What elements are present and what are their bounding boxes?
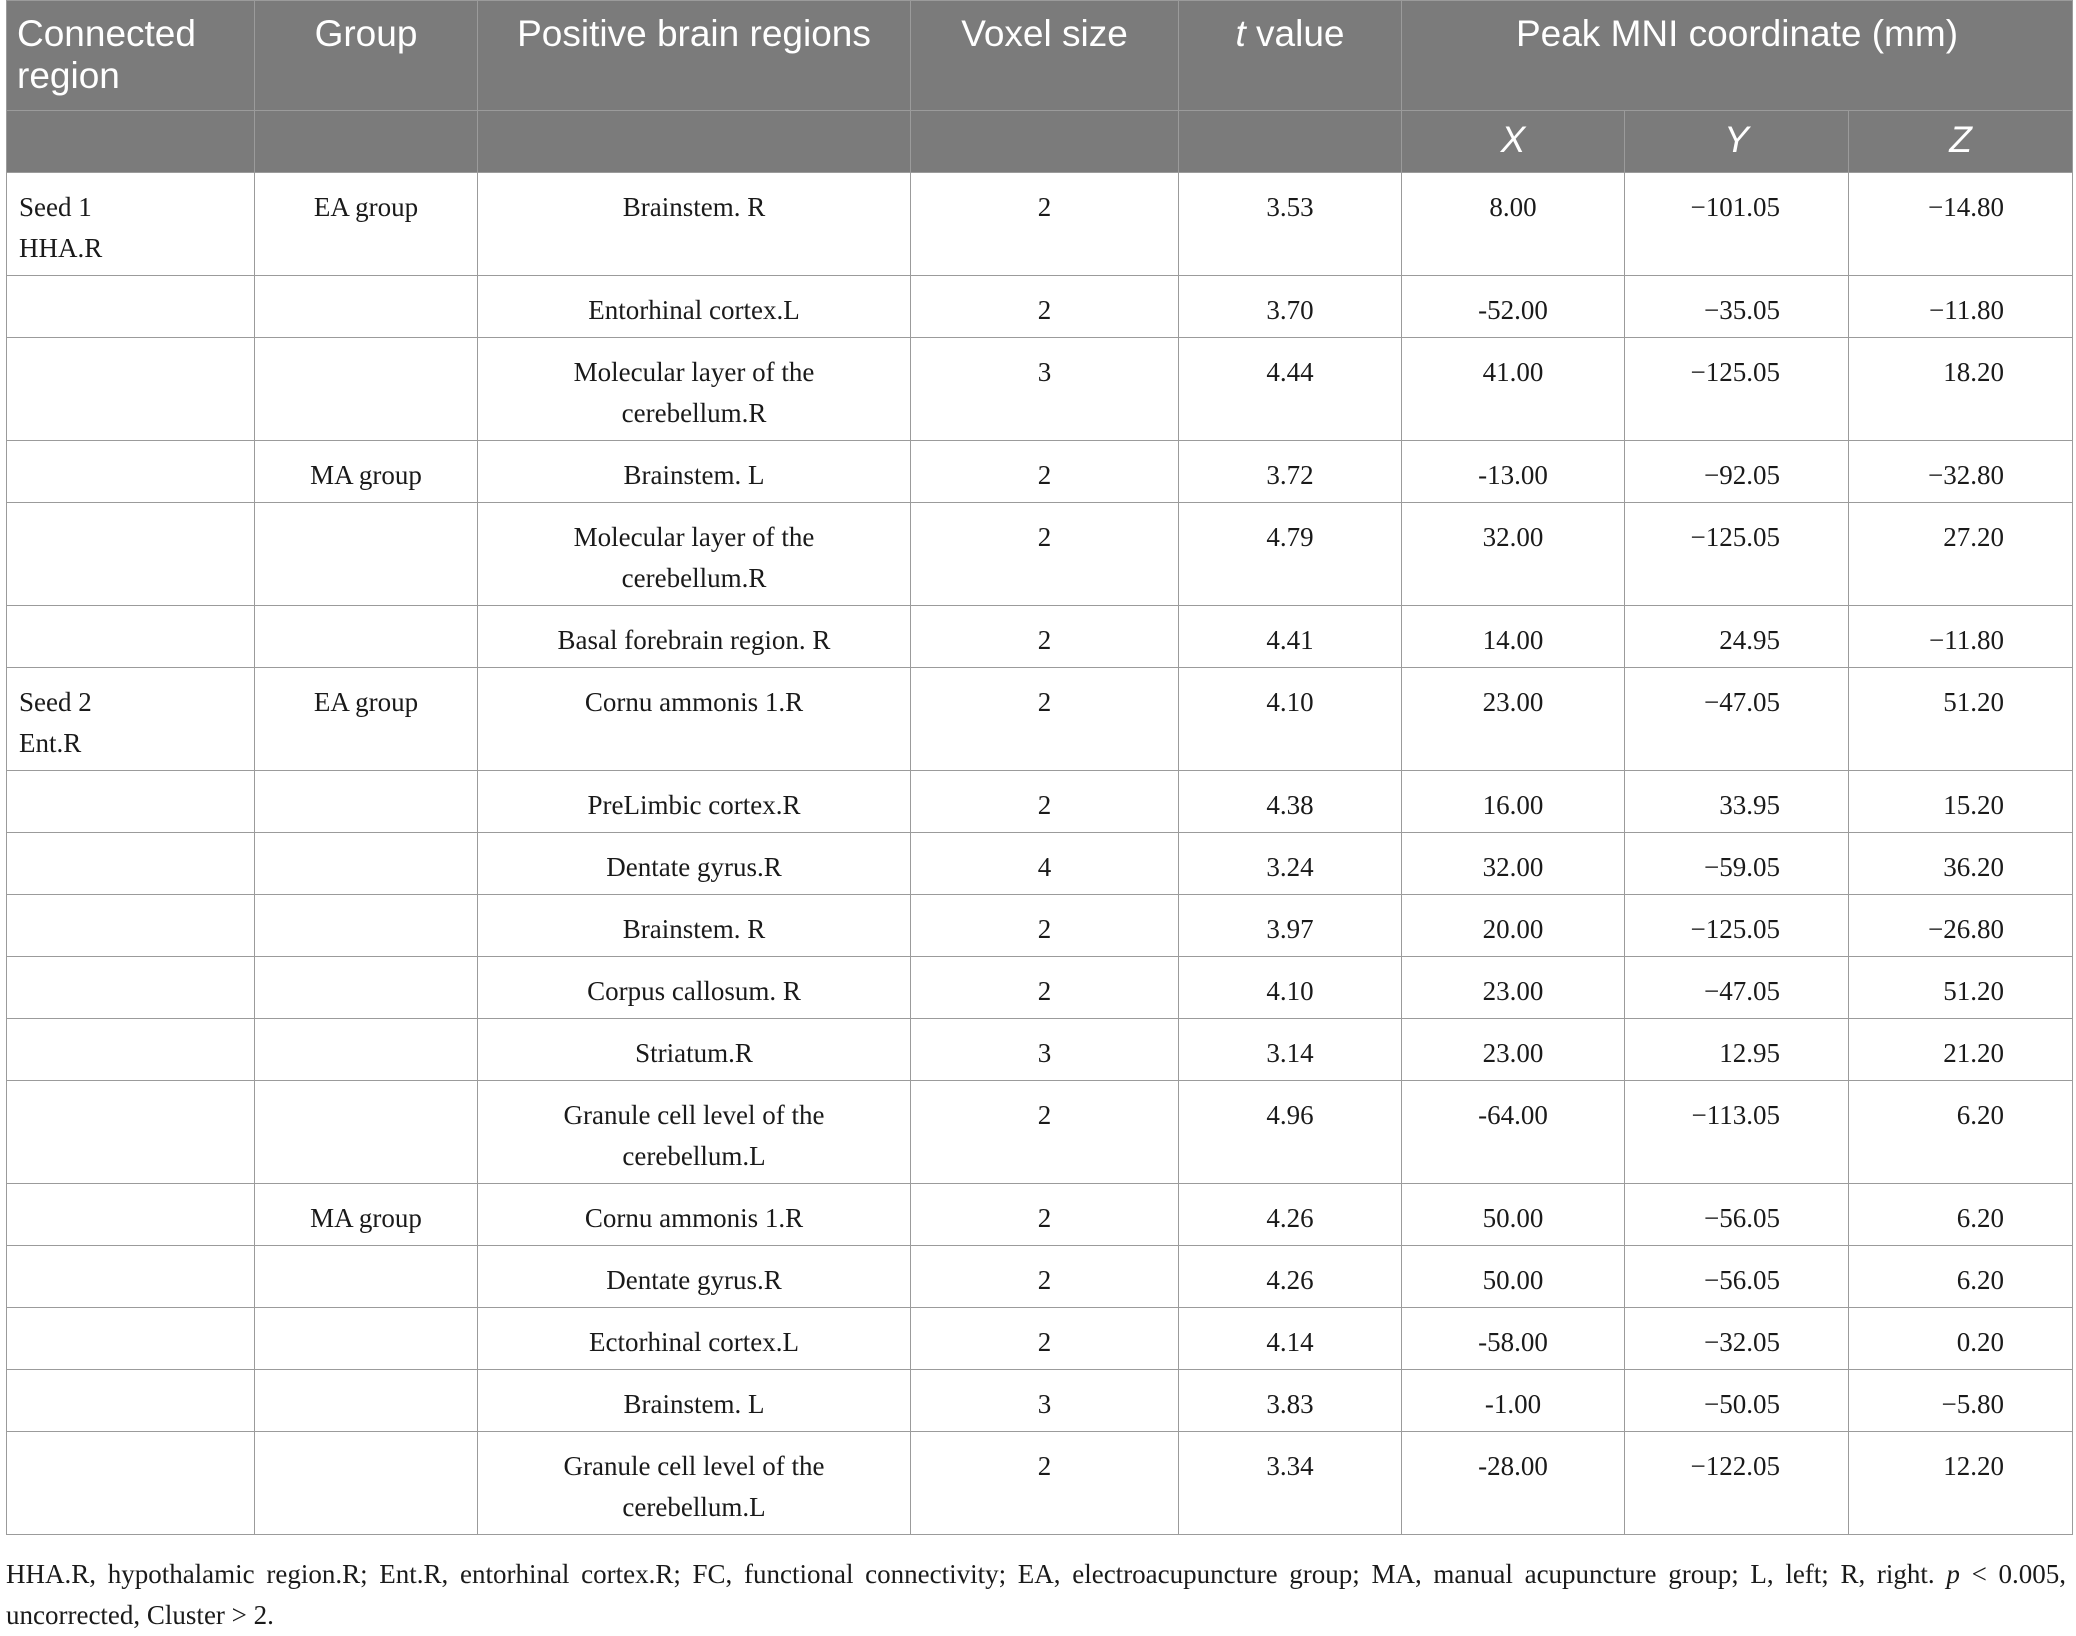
brain-region-line: Striatum.R [635,1038,753,1068]
brain-region-line: Dentate gyrus.R [606,852,782,882]
cell-brain-region [478,276,911,338]
cell-connected-region [7,957,255,1019]
cell-y-coordinate: −122.05 [1625,1432,1849,1535]
cell-group: EA group [255,173,478,276]
cell-t-value: 4.26 [1179,1184,1402,1246]
cell-t-value: 3.34 [1179,1432,1402,1535]
brain-region-line-2: cerebellum.L [622,1141,766,1171]
cell-connected-region [7,771,255,833]
cell-group [255,1019,478,1081]
table-row [7,668,2073,771]
mni-coordinate-table [6,0,2073,1535]
cell-x-coordinate: 20.00 [1402,895,1625,957]
header-group: Group [255,1,478,111]
cell-t-value: 4.41 [1179,606,1402,668]
cell-brain-region [478,441,911,503]
cell-z-coordinate: 0.20 [1849,1308,2073,1370]
cell-z-coordinate: −5.80 [1849,1370,2073,1432]
subheader-empty [255,111,478,173]
table-row [7,606,2073,668]
cell-group [255,338,478,441]
cell-x-coordinate: 14.00 [1402,606,1625,668]
cell-voxel-size: 2 [911,895,1179,957]
brain-region-line: Corpus callosum. R [587,976,801,1006]
table-container [6,0,2072,1535]
cell-t-value: 3.53 [1179,173,1402,276]
cell-x-coordinate: 16.00 [1402,771,1625,833]
cell-voxel-size: 3 [911,1370,1179,1432]
cell-group [255,1370,478,1432]
cell-t-value: 3.70 [1179,276,1402,338]
cell-connected-region [7,276,255,338]
cell-x-coordinate: 23.00 [1402,668,1625,771]
cell-voxel-size: 2 [911,1184,1179,1246]
brain-region-line: Granule cell level of the [563,1100,825,1130]
cell-t-value: 3.97 [1179,895,1402,957]
cell-connected-region [7,833,255,895]
brain-region-line: Ectorhinal cortex.L [589,1327,799,1357]
cell-y-coordinate: −125.05 [1625,338,1849,441]
cell-group [255,833,478,895]
cell-voxel-size: 2 [911,1432,1179,1535]
subheader-empty [911,111,1179,173]
cell-z-coordinate: −26.80 [1849,895,2073,957]
header-voxel-size: Voxel size [911,1,1179,111]
cell-y-coordinate: −101.05 [1625,173,1849,276]
cell-z-coordinate: 36.20 [1849,833,2073,895]
cell-z-coordinate: 51.20 [1849,957,2073,1019]
cell-t-value: 4.26 [1179,1246,1402,1308]
table-row [7,1370,2073,1432]
cell-t-value: 4.14 [1179,1308,1402,1370]
cell-x-coordinate: 50.00 [1402,1184,1625,1246]
subheader-empty [1179,111,1402,173]
cell-voxel-size: 2 [911,1308,1179,1370]
brain-region-line: Basal forebrain region. R [557,625,831,655]
cell-voxel-size: 2 [911,957,1179,1019]
subheader-empty [7,111,255,173]
cell-brain-region [478,173,911,276]
seed-label: Ent.R [19,728,82,758]
cell-z-coordinate: −11.80 [1849,276,2073,338]
cell-z-coordinate: 6.20 [1849,1184,2073,1246]
cell-voxel-size: 2 [911,668,1179,771]
cell-t-value: 4.10 [1179,957,1402,1019]
table-row [7,957,2073,1019]
cell-connected-region [7,1081,255,1184]
cell-y-coordinate: −59.05 [1625,833,1849,895]
cell-brain-region [478,338,911,441]
cell-group [255,606,478,668]
brain-region-line: Dentate gyrus.R [606,1265,782,1295]
cell-y-coordinate: −125.05 [1625,895,1849,957]
table-body [7,173,2073,1535]
cell-brain-region [478,606,911,668]
cell-brain-region [478,503,911,606]
cell-connected-region [7,1246,255,1308]
cell-y-coordinate: −56.05 [1625,1184,1849,1246]
cell-t-value: 4.10 [1179,668,1402,771]
table-row [7,276,2073,338]
cell-group [255,276,478,338]
cell-group [255,1432,478,1535]
brain-region-line: Molecular layer of the [573,522,815,552]
cell-connected-region [7,173,255,276]
cell-brain-region [478,1081,911,1184]
brain-region-line-2: cerebellum.R [621,398,767,428]
subheader-x: X [1402,111,1625,173]
footnote-text: HHA.R, hypothalamic region.R; Ent.R, entorhinal cortex.R; FC, functional connectivity; EA, electroacupuncture group; MA, manual acupuncture group; L, left; R, right. [6,1559,1947,1589]
brain-region-line: Granule cell level of the [563,1451,825,1481]
cell-t-value: 4.38 [1179,771,1402,833]
cell-group [255,771,478,833]
cell-voxel-size: 2 [911,1081,1179,1184]
cell-t-value: 4.79 [1179,503,1402,606]
brain-region-line-2: cerebellum.L [622,1492,766,1522]
cell-y-coordinate: −47.05 [1625,957,1849,1019]
cell-z-coordinate: 51.20 [1849,668,2073,771]
cell-x-coordinate: 8.00 [1402,173,1625,276]
cell-x-coordinate: 23.00 [1402,1019,1625,1081]
cell-brain-region [478,1370,911,1432]
cell-brain-region [478,1308,911,1370]
cell-voxel-size: 2 [911,1246,1179,1308]
brain-region-line: Molecular layer of the [573,357,815,387]
table-row [7,173,2073,276]
cell-group [255,1308,478,1370]
cell-brain-region [478,833,911,895]
table-row [7,895,2073,957]
header-t-value-text: value [1245,13,1345,54]
cell-x-coordinate: -28.00 [1402,1432,1625,1535]
header-t-value [1179,1,1402,111]
cell-z-coordinate: 15.20 [1849,771,2073,833]
header-t-symbol: t [1235,13,1246,54]
brain-region-line: Brainstem. L [623,460,765,490]
header-positive-brain-regions: Positive brain regions [478,1,911,111]
cell-brain-region [478,1246,911,1308]
header-connected-region: Connected region [7,1,255,111]
cell-t-value: 4.44 [1179,338,1402,441]
cell-connected-region [7,895,255,957]
cell-z-coordinate: −14.80 [1849,173,2073,276]
cell-x-coordinate: -13.00 [1402,441,1625,503]
cell-voxel-size: 4 [911,833,1179,895]
cell-connected-region [7,338,255,441]
cell-z-coordinate: 6.20 [1849,1246,2073,1308]
table-row [7,1019,2073,1081]
cell-group [255,1081,478,1184]
brain-region-line: PreLimbic cortex.R [587,790,801,820]
cell-group: MA group [255,441,478,503]
cell-z-coordinate: 21.20 [1849,1019,2073,1081]
cell-brain-region [478,1019,911,1081]
table-row [7,1081,2073,1184]
seed-name: Seed 2 [19,687,92,717]
brain-region-line-2: cerebellum.R [621,563,767,593]
cell-voxel-size: 2 [911,771,1179,833]
cell-y-coordinate: −35.05 [1625,276,1849,338]
table-row [7,441,2073,503]
cell-connected-region [7,1370,255,1432]
cell-connected-region [7,1308,255,1370]
table-row [7,771,2073,833]
cell-x-coordinate: 50.00 [1402,1246,1625,1308]
table-row [7,1246,2073,1308]
cell-y-coordinate: −32.05 [1625,1308,1849,1370]
cell-y-coordinate: 33.95 [1625,771,1849,833]
cell-t-value: 3.14 [1179,1019,1402,1081]
footnote-threshold-text: < 0.005, uncorrected, Cluster > 2. [6,1559,2066,1630]
cell-x-coordinate: -58.00 [1402,1308,1625,1370]
table-row [7,833,2073,895]
cell-brain-region [478,1432,911,1535]
cell-y-coordinate: 24.95 [1625,606,1849,668]
cell-y-coordinate: −47.05 [1625,668,1849,771]
cell-brain-region [478,771,911,833]
cell-y-coordinate: −125.05 [1625,503,1849,606]
subheader-empty [478,111,911,173]
cell-connected-region [7,606,255,668]
cell-voxel-size: 3 [911,338,1179,441]
cell-connected-region [7,441,255,503]
cell-group [255,1246,478,1308]
seed-name: Seed 1 [19,192,92,222]
cell-voxel-size: 2 [911,173,1179,276]
table-row [7,1184,2073,1246]
footnote-p-symbol: p [1946,1559,1960,1589]
cell-z-coordinate: 6.20 [1849,1081,2073,1184]
cell-z-coordinate: 18.20 [1849,338,2073,441]
cell-voxel-size: 2 [911,441,1179,503]
cell-brain-region [478,1184,911,1246]
subheader-y: Y [1625,111,1849,173]
cell-z-coordinate: 27.20 [1849,503,2073,606]
seed-label: HHA.R [19,233,103,263]
cell-y-coordinate: −50.05 [1625,1370,1849,1432]
cell-x-coordinate: 23.00 [1402,957,1625,1019]
cell-z-coordinate: −11.80 [1849,606,2073,668]
cell-x-coordinate: 32.00 [1402,833,1625,895]
cell-voxel-size: 2 [911,606,1179,668]
table-row [7,503,2073,606]
cell-connected-region [7,1432,255,1535]
brain-region-line: Entorhinal cortex.L [588,295,800,325]
brain-region-line: Brainstem. L [623,1389,765,1419]
cell-brain-region [478,895,911,957]
cell-voxel-size: 2 [911,276,1179,338]
cell-voxel-size: 3 [911,1019,1179,1081]
brain-region-line: Brainstem. R [622,914,766,944]
cell-brain-region [478,957,911,1019]
cell-y-coordinate: −92.05 [1625,441,1849,503]
cell-connected-region [7,668,255,771]
cell-brain-region [478,668,911,771]
cell-x-coordinate: -1.00 [1402,1370,1625,1432]
cell-x-coordinate: -52.00 [1402,276,1625,338]
cell-t-value: 3.72 [1179,441,1402,503]
cell-connected-region [7,503,255,606]
cell-y-coordinate: 12.95 [1625,1019,1849,1081]
cell-group [255,895,478,957]
header-peak-mni-coordinate: Peak MNI coordinate (mm) [1402,1,2073,111]
cell-voxel-size: 2 [911,503,1179,606]
brain-region-line: Cornu ammonis 1.R [584,1203,804,1233]
cell-y-coordinate: −56.05 [1625,1246,1849,1308]
subheader-z: Z [1849,111,2073,173]
cell-x-coordinate: -64.00 [1402,1081,1625,1184]
table-row [7,1432,2073,1535]
cell-connected-region [7,1184,255,1246]
cell-group [255,503,478,606]
brain-region-line: Brainstem. R [622,192,766,222]
cell-z-coordinate: 12.20 [1849,1432,2073,1535]
table-row [7,338,2073,441]
cell-t-value: 3.83 [1179,1370,1402,1432]
cell-group: MA group [255,1184,478,1246]
cell-t-value: 4.96 [1179,1081,1402,1184]
cell-x-coordinate: 41.00 [1402,338,1625,441]
cell-x-coordinate: 32.00 [1402,503,1625,606]
brain-region-line: Cornu ammonis 1.R [584,687,804,717]
cell-group [255,957,478,1019]
cell-group: EA group [255,668,478,771]
table-row [7,1308,2073,1370]
cell-z-coordinate: −32.80 [1849,441,2073,503]
cell-y-coordinate: −113.05 [1625,1081,1849,1184]
cell-t-value: 3.24 [1179,833,1402,895]
cell-connected-region [7,1019,255,1081]
table-footnote [6,1554,2066,1636]
